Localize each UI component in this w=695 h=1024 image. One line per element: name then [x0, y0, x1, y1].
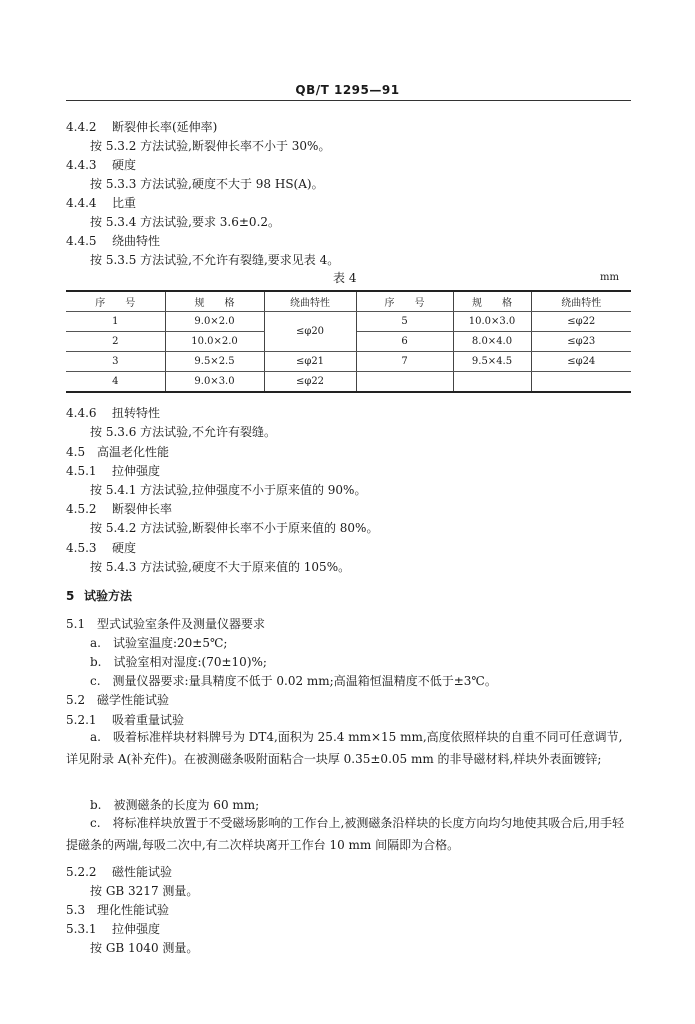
section-4-4-3-title: 硬度 — [112, 158, 137, 172]
table-cell: ≤φ24 — [531, 352, 631, 372]
table-cell: 6 — [356, 332, 453, 352]
section-5-3-number: 5.3 — [66, 903, 86, 917]
table-cell: 10.0×2.0 — [165, 332, 264, 352]
section-5-2-1-item-c: c. 将标准样块放置于不受磁场影响的工作台上,被测磁条沿样块的长度方向均匀地使其吸合后,用手轻提磁条的两端,每吸二次中,有二次样块离开工作台 10 mm 间隔即为合格。 — [66, 816, 625, 852]
section-5-1-number: 5.1 — [66, 617, 86, 631]
table-cell — [356, 372, 453, 393]
section-4-4-3-number: 4.4.3 — [66, 158, 97, 172]
section-5-title: 试验方法 — [84, 589, 133, 603]
section-5-2-number: 5.2 — [66, 693, 86, 707]
table-cell: ≤φ22 — [531, 312, 631, 332]
section-5-3-title: 理化性能试验 — [97, 903, 170, 917]
section-4-5-2-title: 断裂伸长率 — [112, 502, 173, 516]
header-cell: 绕曲特性 — [264, 291, 356, 312]
section-4-5-number: 4.5 — [66, 445, 86, 459]
header-rule — [66, 100, 631, 101]
table-4 — [66, 290, 631, 393]
table-cell: 9.5×2.5 — [165, 352, 264, 372]
section-4-5-2-number: 4.5.2 — [66, 502, 97, 516]
table-cell: 9.5×4.5 — [453, 352, 531, 372]
section-4-5-3-title: 硬度 — [112, 541, 137, 555]
section-5-2-1-item-b: b. 被测磁条的长度为 60 mm; — [90, 798, 260, 812]
section-5-3-1-text: 按 GB 1040 测量。 — [90, 941, 199, 955]
table-cell: ≤φ21 — [264, 352, 356, 372]
section-5-number: 5 — [66, 589, 75, 603]
section-5-3-1-number: 5.3.1 — [66, 922, 97, 936]
section-4-5-3-text: 按 5.4.3 方法试验,硬度不大于原来值的 105%。 — [90, 560, 351, 574]
table-cell: 1 — [66, 312, 165, 332]
table-row — [66, 312, 631, 332]
section-5-2-2-number: 5.2.2 — [66, 865, 97, 879]
section-5-1-item-b: b. 试验室相对湿度:(70±10)%; — [90, 655, 267, 669]
table-header-row — [66, 291, 631, 312]
table-cell: ≤φ22 — [264, 372, 356, 393]
section-4-4-4-text: 按 5.3.4 方法试验,要求 3.6±0.2。 — [90, 215, 281, 229]
section-4-5-2-text: 按 5.4.2 方法试验,断裂伸长率不小于原来值的 80%。 — [90, 521, 379, 535]
section-4-5-1-text: 按 5.4.1 方法试验,拉伸强度不小于原来值的 90%。 — [90, 483, 367, 497]
section-4-5-1-title: 拉伸强度 — [112, 464, 161, 478]
section-5-1-item-c: c. 测量仪器要求:量具精度不低于 0.02 mm;高温箱恒温精度不低于±3℃。 — [90, 674, 497, 688]
section-4-5-1-number: 4.5.1 — [66, 464, 97, 478]
table-row — [66, 372, 631, 393]
page-header: QB/T 1295—91 — [295, 83, 400, 97]
table-cell: 9.0×3.0 — [165, 372, 264, 393]
table-cell — [453, 372, 531, 393]
section-5-2-1-title: 吸着重量试验 — [112, 713, 185, 727]
section-4-4-2-title: 断裂伸长率(延伸率) — [112, 120, 218, 134]
table-cell: 8.0×4.0 — [453, 332, 531, 352]
header-cell: 序 号 — [66, 291, 165, 312]
section-5-1-title: 型式试验室条件及测量仪器要求 — [97, 617, 266, 631]
section-4-4-6-text: 按 5.3.6 方法试验,不允许有裂缝。 — [90, 425, 276, 439]
section-5-2-title: 磁学性能试验 — [97, 693, 170, 707]
header-cell: 序 号 — [356, 291, 453, 312]
section-5-2-2-text: 按 GB 3217 测量。 — [90, 884, 199, 898]
section-5-2-2-title: 磁性能试验 — [112, 865, 173, 879]
table-cell: 9.0×2.0 — [165, 312, 264, 332]
header-cell: 绕曲特性 — [531, 291, 631, 312]
section-5-2-1-number: 5.2.1 — [66, 713, 97, 727]
section-5-1-item-a: a. 试验室温度:20±5℃; — [90, 636, 228, 650]
table-row — [66, 352, 631, 372]
section-4-4-4-title: 比重 — [112, 196, 137, 210]
header-cell: 规 格 — [165, 291, 264, 312]
section-4-4-6-title: 扭转特性 — [112, 406, 161, 420]
section-4-4-2-text: 按 5.3.2 方法试验,断裂伸长率不小于 30%。 — [90, 139, 331, 153]
section-4-4-5-title: 绕曲特性 — [112, 234, 161, 248]
table-cell: 4 — [66, 372, 165, 393]
section-4-5-title: 高温老化性能 — [97, 445, 170, 459]
section-5-2-1-item-a: a. 吸着标准样块材料牌号为 DT4,面积为 25.4 mm×15 mm,高度依照样块的自重不同可任意调节,详见附录 A(补充件)。在被测磁条吸附面粘合一块厚 0.35±0.05 mm 的非导磁材料,样块外表面镀锌; — [66, 730, 623, 766]
table-cell: 7 — [356, 352, 453, 372]
table-unit: mm — [600, 272, 619, 283]
table-cell: 5 — [356, 312, 453, 332]
table-cell: 10.0×3.0 — [453, 312, 531, 332]
section-4-5-3-number: 4.5.3 — [66, 541, 97, 555]
table-cell: 2 — [66, 332, 165, 352]
section-4-4-3-text: 按 5.3.3 方法试验,硬度不大于 98 HS(A)。 — [90, 177, 324, 191]
table-cell — [531, 372, 631, 393]
header-cell: 规 格 — [453, 291, 531, 312]
section-4-4-4-number: 4.4.4 — [66, 196, 97, 210]
section-4-4-5-number: 4.4.5 — [66, 234, 97, 248]
table-caption: 表 4 — [333, 271, 357, 285]
section-5-3-1-title: 拉伸强度 — [112, 922, 161, 936]
section-4-4-2-number: 4.4.2 — [66, 120, 97, 134]
table-cell: ≤φ20 — [264, 312, 356, 352]
section-4-4-6-number: 4.4.6 — [66, 406, 97, 420]
section-4-4-5-text: 按 5.3.5 方法试验,不允许有裂缝,要求见表 4。 — [90, 253, 340, 267]
table-cell: 3 — [66, 352, 165, 372]
table-cell: ≤φ23 — [531, 332, 631, 352]
